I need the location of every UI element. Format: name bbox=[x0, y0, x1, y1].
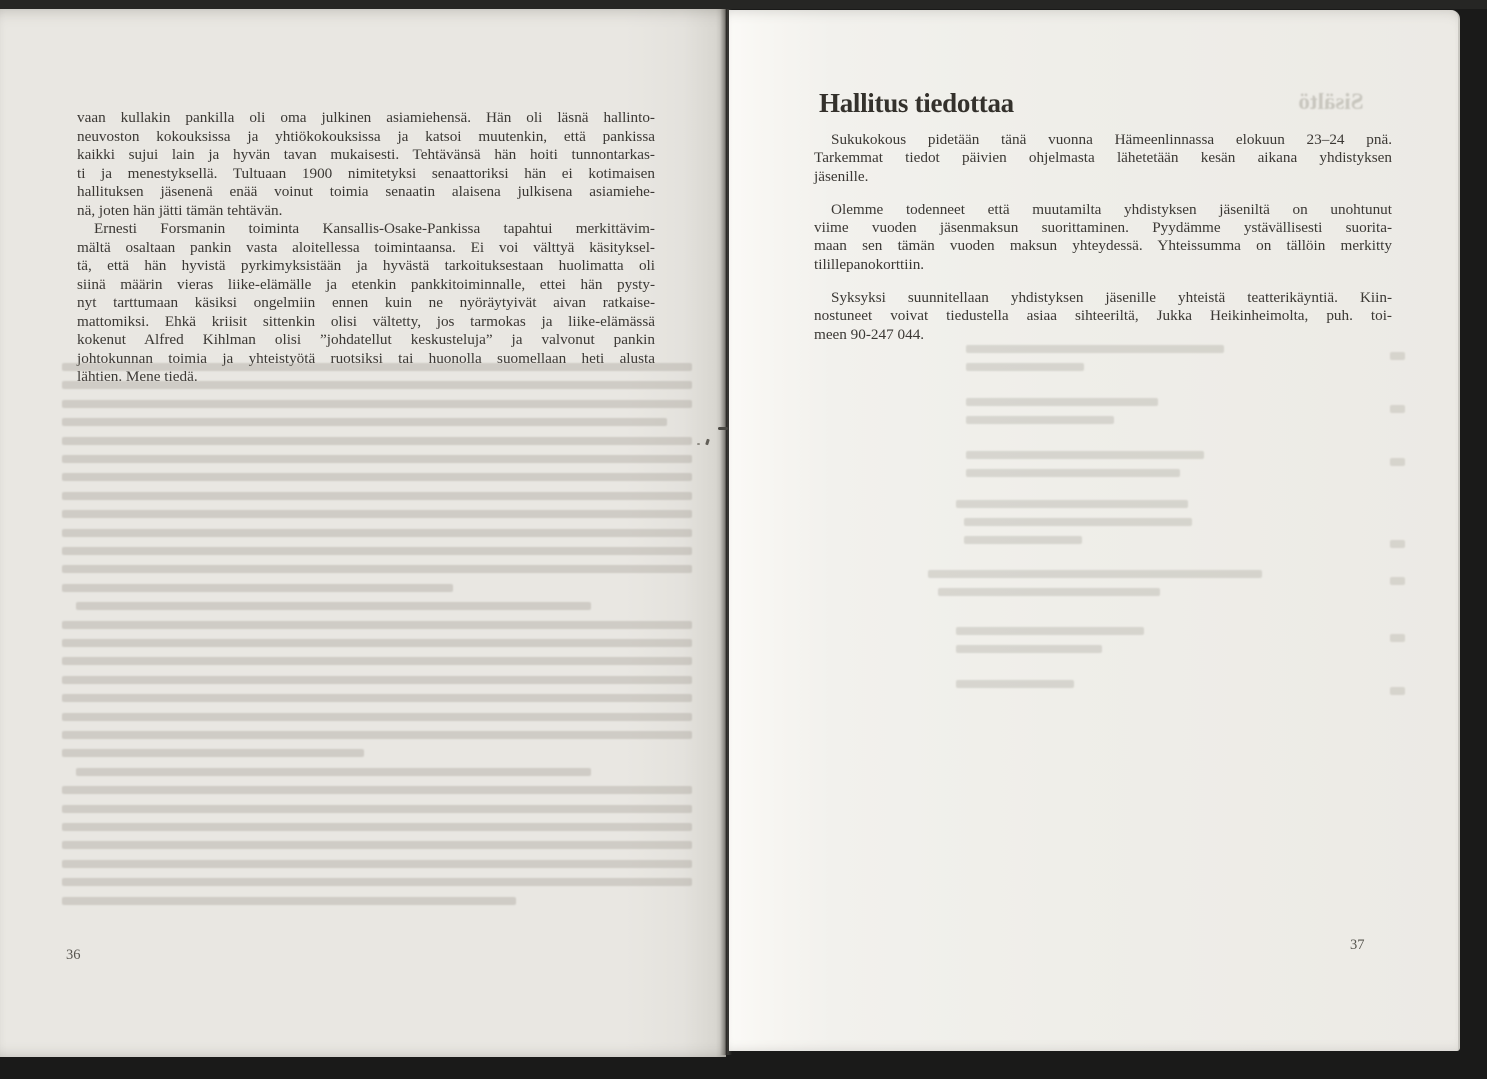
bleedthrough-line bbox=[938, 588, 1160, 596]
page-number-left: 36 bbox=[66, 947, 81, 963]
bleedthrough-line bbox=[62, 841, 692, 849]
bleedthrough-line bbox=[62, 713, 692, 721]
gutter-mark bbox=[718, 427, 728, 430]
bleedthrough-line bbox=[956, 627, 1144, 635]
paragraph bbox=[77, 109, 655, 220]
text-line: nä, joten hän jätti tämän tehtävän. bbox=[77, 201, 283, 219]
bleedthrough-line bbox=[964, 518, 1192, 526]
bleedthrough-number bbox=[1390, 687, 1405, 695]
text-line: lähtien. Mene tiedä. bbox=[77, 368, 198, 385]
bleedthrough-line bbox=[966, 363, 1084, 371]
paragraph bbox=[814, 201, 1392, 274]
bleedthrough-line bbox=[964, 536, 1082, 544]
bleedthrough-line bbox=[62, 786, 692, 794]
bleedthrough-line bbox=[62, 492, 692, 500]
bleedthrough-line bbox=[62, 676, 692, 684]
bleedthrough-line bbox=[62, 455, 692, 463]
text-line: Tarkemmat tiedot päivien ohjelmasta lähetetään kesän aikana yhdistyksen bbox=[814, 149, 1392, 167]
bleedthrough-line bbox=[62, 731, 692, 739]
bleedthrough-line bbox=[62, 897, 516, 905]
page-number-right: 37 bbox=[1350, 937, 1365, 953]
text-line: jäsenille. bbox=[814, 167, 869, 185]
text-line: meen 90-247 044. bbox=[814, 325, 925, 343]
bleedthrough-line bbox=[62, 878, 692, 886]
bleedthrough-line bbox=[76, 768, 591, 776]
bleedthrough-number bbox=[1390, 540, 1405, 548]
text-line: nyt tarttumaan käsiksi ongelmiin ennen kuin ne nyöräytyivät aivan ratkaise- bbox=[77, 294, 655, 311]
text-line: vaan kullakin pankilla oli oma julkinen asiamiehensä. Hän oli läsnä hallinto- bbox=[77, 109, 655, 126]
text-line: mältä osaltaan pankin vasta aloitellessa toimintaansa. Ei voi välttyä käsityksel- bbox=[77, 238, 655, 256]
bleedthrough-line bbox=[62, 657, 692, 665]
paragraph bbox=[77, 220, 655, 387]
bleedthrough-number bbox=[1390, 634, 1405, 642]
bleedthrough-line bbox=[956, 500, 1188, 508]
bleedthrough-line bbox=[62, 694, 692, 702]
bleedthrough-line bbox=[76, 602, 591, 610]
text-line: mattomiksi. Ehkä kriisit sittenkin olisi vältetty, jos tarmokas ja liike-elämässä bbox=[77, 312, 655, 330]
scan-background-top bbox=[0, 0, 1487, 9]
text-line: Sukukokous pidetään tänä vuonna Hämeenlinnassa elokuun 23–24 pnä. bbox=[831, 131, 1392, 148]
bleedthrough-line bbox=[966, 416, 1114, 424]
text-line: tä, että hän hyvistä pyrkimyksistään ja hyvästä tarkoituksestaan huolimatta oli bbox=[77, 257, 655, 274]
bleedthrough-line bbox=[62, 823, 692, 831]
bleedthrough-line bbox=[62, 621, 692, 629]
paragraph bbox=[814, 289, 1392, 344]
bleedthrough-line bbox=[956, 645, 1102, 653]
text-line: siinä määrin vieras liike-elämälle ja etenkin pankkitoiminnalle, ettei hän pysty- bbox=[77, 275, 655, 293]
bleedthrough-number bbox=[1390, 352, 1405, 360]
bleedthrough-line bbox=[62, 860, 692, 868]
text-line: kaikki sujui lain ja hyvän tavan mukaisesti. Tehtävänsä hän hoiti tunnontarkas- bbox=[77, 146, 655, 163]
bleedthrough-line bbox=[62, 473, 692, 481]
bleedthrough-line bbox=[928, 570, 1262, 578]
text-line: johtokunnan toimia ja yhteistyötä ruotsiksi tai huonolla suomellaan heti alusta bbox=[77, 349, 655, 367]
bleedthrough-line bbox=[966, 398, 1158, 406]
page-title: Hallitus tiedottaa bbox=[819, 88, 1014, 118]
text-line: hallituksen jäsenenä enää voinut toimia senaatin alaisena julkisena asiamiehe- bbox=[77, 183, 655, 200]
bleedthrough-line bbox=[62, 639, 692, 647]
ink-dot bbox=[697, 443, 700, 445]
bleedthrough-line bbox=[966, 345, 1224, 353]
bleedthrough-line bbox=[62, 437, 692, 445]
bleedthrough-line bbox=[956, 680, 1074, 688]
bleedthrough-line bbox=[62, 547, 692, 555]
text-line: neuvoston kokouksissa ja yhtiökokouksissa ja katsoi muutenkin, että pankissa bbox=[77, 127, 655, 145]
paragraph bbox=[814, 131, 1392, 186]
bleedthrough-line bbox=[62, 565, 692, 573]
text-line: ti ja menestyksellä. Tultuaan 1900 nimitetyksi senaattoriksi hän ei kotimaisen bbox=[77, 164, 655, 182]
bleedthrough-line bbox=[62, 400, 692, 408]
text-line: viime vuoden jäsenmaksun suorittaminen. Pyydämme ystävällisesti suorita- bbox=[814, 219, 1392, 237]
text-line: Ernesti Forsmanin toiminta Kansallis-Osake-Pankissa tapahtui merkittävim- bbox=[94, 220, 655, 237]
bleedthrough-line bbox=[62, 363, 692, 371]
bleedthrough-mirrored-heading: Sisältö bbox=[1298, 89, 1364, 114]
bleedthrough-line bbox=[62, 805, 692, 813]
left-page-text bbox=[77, 109, 655, 387]
bleedthrough-line bbox=[62, 418, 667, 426]
bleedthrough-line bbox=[62, 381, 692, 389]
text-line: nostuneet voivat tiedustella asiaa sihteeriltä, Jukka Heikinheimolta, puh. toi- bbox=[814, 307, 1392, 325]
bleedthrough-line bbox=[62, 510, 692, 518]
text-line: kokenut Alfred Kihlman olisi ”johdatellut keskusteluja” ja valvonut pankin bbox=[77, 331, 655, 348]
bleedthrough-line bbox=[62, 529, 692, 537]
right-page-text bbox=[814, 131, 1392, 359]
bleedthrough-number bbox=[1390, 458, 1405, 466]
text-line: tilillepanokorttiin. bbox=[814, 255, 925, 273]
text-line: Olemme todenneet että muutamilta yhdistyksen jäseniltä on unohtunut bbox=[831, 200, 1392, 218]
bleedthrough-number bbox=[1390, 577, 1405, 585]
bleedthrough-number bbox=[1390, 405, 1405, 413]
bleedthrough-line bbox=[62, 749, 364, 757]
text-line: maan sen tämän vuoden maksun yhteydessä. Yhteissumma on tällöin merkitty bbox=[814, 237, 1392, 255]
text-line: Syksyksi suunnitellaan yhdistyksen jäsenille yhteistä teatterikäyntiä. Kiin- bbox=[831, 289, 1392, 307]
bleedthrough-line bbox=[966, 469, 1180, 477]
bleedthrough-line bbox=[966, 451, 1204, 459]
bleedthrough-line bbox=[62, 584, 453, 592]
